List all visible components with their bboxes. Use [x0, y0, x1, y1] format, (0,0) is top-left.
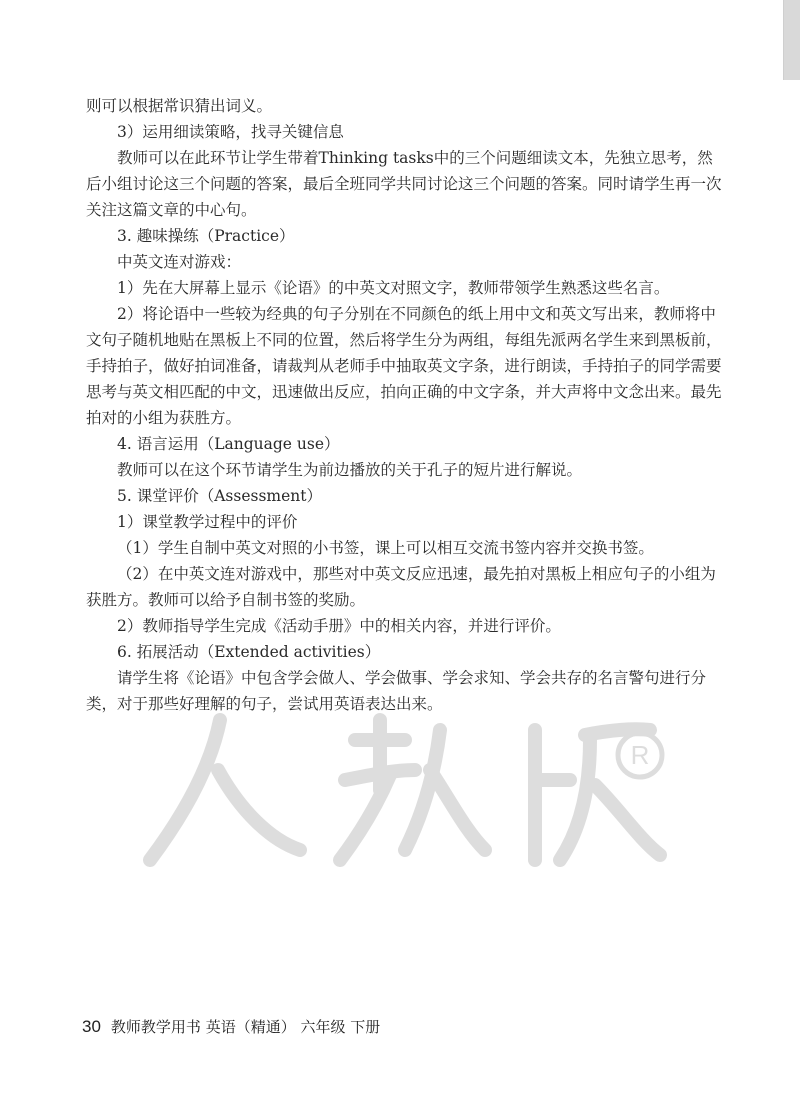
- paragraph: 2）教师指导学生完成《活动手册》中的相关内容，并进行评价。: [117, 617, 561, 635]
- section-heading: 4. 语言运用（Language use）: [117, 435, 340, 453]
- section-heading: 5. 课堂评价（Assessment）: [117, 487, 322, 505]
- paragraph: 则可以根据常识猜出词义。: [86, 97, 273, 115]
- paragraph: 教师可以在这个环节请学生为前边播放的关于孔子的短片进行解说。: [117, 461, 583, 479]
- paragraph: 3）运用细读策略，找寻关键信息: [117, 123, 344, 141]
- page-footer: [82, 1016, 380, 1037]
- publisher-watermark-logo: [140, 700, 680, 880]
- paragraph: 中英文连对游戏：: [117, 253, 242, 271]
- paragraph: 1）先在大屏幕上显示《论语》的中英文对照文字，教师带领学生熟悉这些名言。: [117, 279, 670, 297]
- section-heading: 3. 趣味操练（Practice）: [117, 227, 295, 245]
- book-title: 教师教学用书 英语（精通） 六年级 下册: [110, 1018, 381, 1036]
- page-number: 30: [82, 1017, 101, 1036]
- paragraph: 1）课堂教学过程中的评价: [117, 513, 298, 531]
- paragraph: （2）在中英文连对游戏中，那些对中英文反应迅速，最先拍对黑板上相应句子的小组为获胜方。教师可以给予自制书签的奖励。: [86, 565, 716, 609]
- paragraph: 教师可以在此环节让学生带着Thinking tasks中的三个问题细读文本，先独立思考，然后小组讨论这三个问题的答案，最后全班同学共同讨论这三个问题的答案。同时请学生再一次关注这篇文章的中心句。: [86, 149, 722, 219]
- page-body: [86, 93, 726, 717]
- paragraph: （1）学生自制中英文对照的小书签，课上可以相互交流书签内容并交换书签。: [117, 539, 654, 557]
- paragraph: 2）将论语中一些较为经典的句子分别在不同颜色的纸上用中文和英文写出来，教师将中文句子随机地贴在黑板上不同的位置，然后将学生分为两组，每组先派两名学生来到黑板前，手持拍子，做好拍词准备，请裁判从老师手中抽取英文字条，进行朗读，手持拍子的同学需要思考与英文相匹配的中文，迅速做出反应，拍向正确的中文字条，并大声将中文念出来。最先拍对的小组为获胜方。: [86, 305, 722, 427]
- paragraph: 请学生将《论语》中包含学会做人、学会做事、学会求知、学会共存的名言警句进行分类，对于那些好理解的句子，尝试用英语表达出来。: [86, 669, 707, 713]
- section-heading: 6. 拓展活动（Extended activities）: [117, 643, 381, 661]
- svg-text:R: R: [630, 740, 650, 770]
- page-edge-tab: [783, 0, 800, 80]
